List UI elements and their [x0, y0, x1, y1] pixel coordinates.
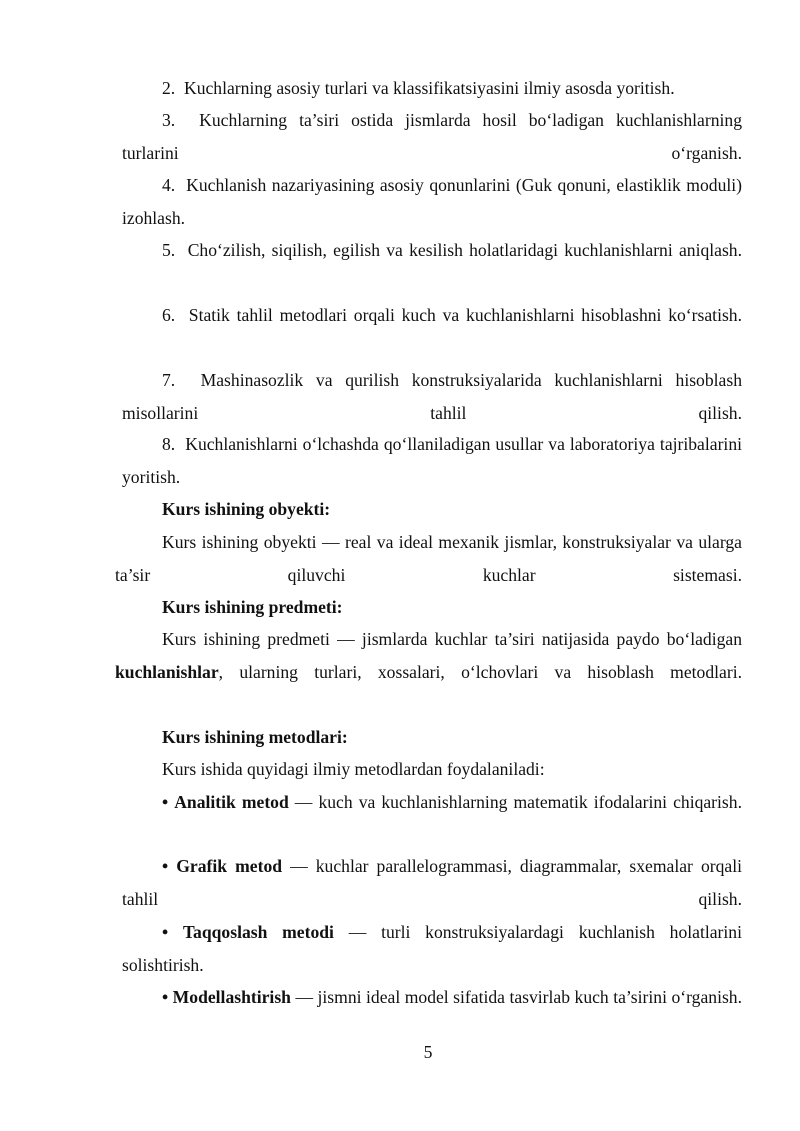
section-heading-subject: Kurs ishining predmeti: [162, 597, 343, 617]
item-text: Kuchlanish nazariyasining asosiy qonunlarini (Guk qonuni, elastiklik moduli) izohlash. [122, 175, 743, 228]
item-number: 4. [162, 175, 176, 195]
bullet-icon: • [162, 987, 169, 1007]
page-number: 5 [423, 1042, 433, 1062]
method-text: — kuchlar parallelogrammasi, diagrammalar, sxemalar orqali tahlil qilish. [122, 856, 742, 909]
subject-text-before: Kurs ishining predmeti — jismlarda kuchlar ta’siri natijasida paydo bo‘ladigan [162, 629, 742, 649]
bullet-icon: • [162, 792, 169, 812]
numbered-item-4 [122, 169, 742, 234]
numbered-item-7 [122, 364, 742, 429]
method-text: — turli konstruksiyalardagi kuchlanish holatlarini solishtirish. [122, 922, 742, 975]
numbered-item-2 [122, 72, 742, 105]
methods-intro: Kurs ishida quyidagi ilmiy metodlardan foydalaniladi: [162, 759, 545, 779]
item-number: 3. [162, 110, 176, 130]
item-text: Kuchlarning ta’siri ostida jismlarda hosil bo‘ladigan kuchlanishlarning turlarini o‘rganish. [122, 110, 742, 163]
item-text: Statik tahlil metodlari orqali kuch va kuchlanishlarni hisoblashni ko‘rsatish. [188, 305, 743, 325]
item-number: 5. [162, 240, 176, 260]
item-number: 7. [162, 370, 176, 390]
item-number: 8. [162, 434, 176, 454]
subject-text-after: , ularning turlari, xossalari, o‘lchovlari va hisoblash metodlari. [218, 661, 742, 682]
numbered-item-6 [122, 299, 742, 332]
section-heading-object: Kurs ishining obyekti: [162, 499, 331, 519]
bullet-icon: • [162, 922, 169, 942]
method-item-analytic [122, 786, 742, 819]
method-text: — jismni ideal model sifatida tasvirlab kuch ta’sirini o‘rganish. [290, 987, 742, 1007]
item-text: Mashinasozlik va qurilish konstruksiyalarida kuchlanishlarni hisoblash misollarini tahlil qilish. [122, 370, 742, 423]
method-term: Analitik metod [174, 792, 289, 812]
method-term: Modellashtirish [172, 987, 291, 1007]
item-text: Cho‘zilish, siqilish, egilish va kesilish holatlaridagi kuchlanishlarni aniqlash. [187, 240, 743, 260]
item-number: 6. [162, 305, 176, 325]
numbered-item-3 [122, 104, 742, 169]
method-term: Taqqoslash metodi [182, 922, 334, 942]
item-text: Kuchlarning asosiy turlari va klassifikatsiyasini ilmiy asosda yoritish. [184, 78, 675, 98]
numbered-item-8 [122, 428, 742, 493]
method-item-modelling [122, 981, 742, 1014]
item-number: 2. [162, 78, 176, 98]
method-text: — kuch va kuchlanishlarning matematik ifodalarini chiqarish. [288, 792, 742, 812]
method-term: Grafik metod [176, 856, 283, 876]
subject-paragraph [115, 623, 742, 688]
bullet-icon: • [162, 856, 169, 876]
item-text: Kuchlanishlarni o‘lchashda qo‘llaniladigan usullar va laboratoriya tajribalarini yoritish. [122, 434, 742, 487]
numbered-item-5 [122, 234, 742, 267]
method-item-graphic [122, 850, 742, 915]
subject-bold-term: kuchlanishlar [115, 661, 219, 682]
method-item-comparison [122, 916, 742, 981]
object-paragraph: Kurs ishining obyekti — real va ideal mexanik jismlar, konstruksiyalar va ularga ta’sir qiluvchi kuchlar sistemasi. [115, 532, 742, 585]
section-heading-methods: Kurs ishining metodlari: [162, 727, 348, 747]
